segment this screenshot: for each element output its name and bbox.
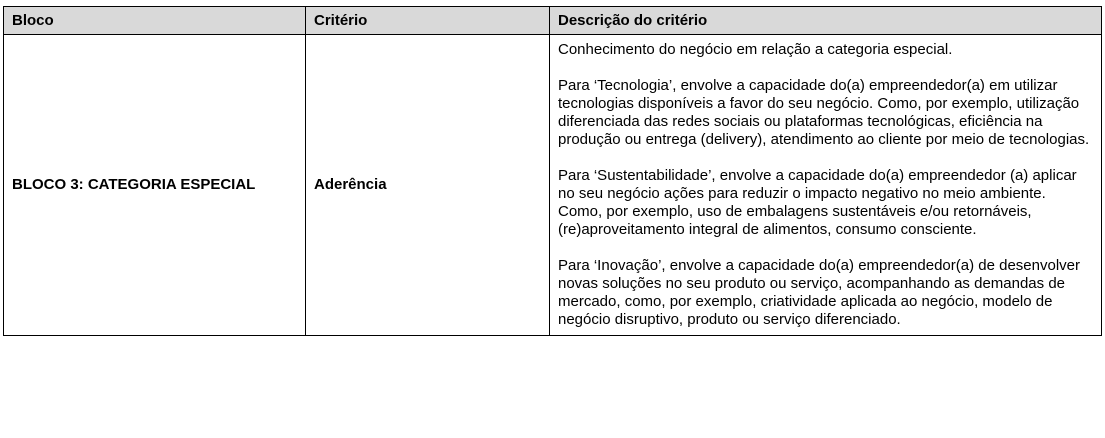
header-descricao: Descrição do critério <box>550 7 1102 35</box>
cell-bloco: BLOCO 3: CATEGORIA ESPECIAL <box>4 35 306 336</box>
table-header-row <box>4 7 1102 35</box>
descricao-paragraph-intro: Conhecimento do negócio em relação a categoria especial. <box>558 41 953 58</box>
cell-descricao <box>550 35 1102 336</box>
criteria-table-container <box>3 6 1101 336</box>
descricao-paragraph-tecnologia: Para ‘Tecnologia’, envolve a capacidade do(a) empreendedor(a) em utilizar tecnologias disponíveis a favor do seu negócio. Como, por exemplo, utilização diferenciada das redes sociais ou plataformas tecnológicas, eficiência na produção ou entrega (delivery), atendimento ao cliente por meio de tecnologias. <box>558 77 1090 148</box>
header-bloco: Bloco <box>4 7 306 35</box>
descricao-paragraph-inovacao: Para ‘Inovação’, envolve a capacidade do(a) empreendedor(a) de desenvolver novas soluções no seu produto ou serviço, acompanhando as demandas de mercado, como, por exemplo, criatividade aplicada ao negócio, modelo de negócio disruptivo, produto ou serviço diferenciado. <box>558 257 1080 328</box>
cell-criterio: Aderência <box>306 35 550 336</box>
table-row <box>4 35 1102 336</box>
descricao-paragraph-sustentabilidade: Para ‘Sustentabilidade’, envolve a capacidade do(a) empreendedor (a) aplicar no seu negócio ações para reduzir o impacto negativo no meio ambiente. Como, por exemplo, uso de embalagens sustentáveis e/ou retornáveis, (re)aproveitamento integral de alimentos, consumo consciente. <box>558 167 1077 238</box>
criteria-table <box>3 6 1102 336</box>
header-criterio: Critério <box>306 7 550 35</box>
